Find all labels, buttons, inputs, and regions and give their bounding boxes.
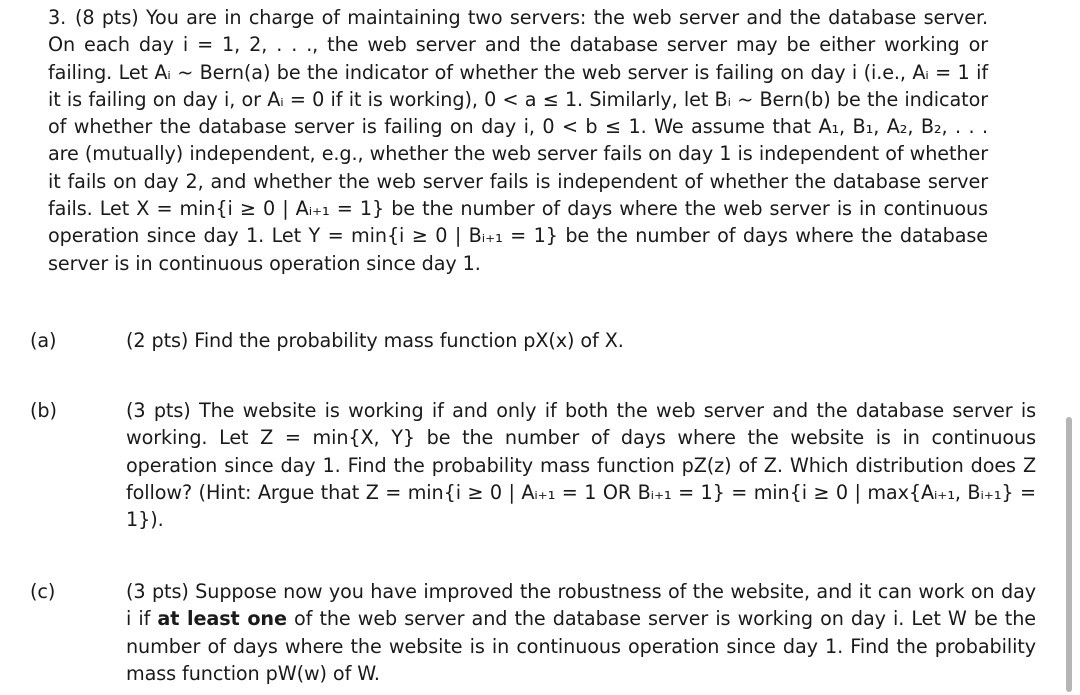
- part-b-label: (b): [30, 399, 57, 422]
- part-a-label: (a): [30, 329, 57, 352]
- part-c-bold-phrase: at least one: [157, 607, 287, 631]
- question-intro-text: (8 pts) You are in charge of maintaining two servers: the web server and the database server. On each day i = 1, 2, . . ., the web server and the database server may be either working or failing. Let Aᵢ ~ Bern(a) be the indicator of whether the web server is failing on day i (i.e., Aᵢ = 1 if it is failing on day i, or Aᵢ = 0 if it is working), 0 < a ≤ 1. Similarly, let Bᵢ ~ Bern(b) be the indicator of whether the database server is failing on day i, 0 < b ≤ 1. We assume that A₁, B₁, A₂, B₂, . . . are (mutually) independent, e.g., whether the web server fails on day 1 is independent of whether it fails on day 2, and whether the web server fails is independent of whether the database server fails. Let X = min{i ≥ 0 | Aᵢ₊₁ = 1} be the number of days where the web server is in continuous operation since day 1. Let Y = min{i ≥ 0 | Bᵢ₊₁ = 1} be the number of days where the database server is in continuous operation since day 1.: [48, 6, 988, 275]
- part-b-text: (3 pts) The website is working if and only if both the web server and the database server is working. Let Z = min{X, Y} be the number of days where the website is in continuous operation since day 1. Find the probability mass function pZ(z) of Z. Which distribution does Z follow? (Hint: Argue that Z = min{i ≥ 0 | Aᵢ₊₁ = 1 OR Bᵢ₊₁ = 1} = min{i ≥ 0 | max{Aᵢ₊₁, Bᵢ₊₁} = 1}).: [126, 399, 1036, 532]
- question-number: 3.: [48, 6, 67, 29]
- vertical-scrollbar[interactable]: [1066, 417, 1072, 692]
- part-c-text-before: (3 pts) Suppose now you have improved the robustness of the website, and it can work on day i if: [126, 580, 1036, 631]
- part-a: [30, 327, 1036, 354]
- part-a-text: (2 pts) Find the probability mass function pX(x) of X.: [126, 329, 624, 352]
- part-b: [30, 397, 1036, 533]
- part-c-text-after: of the web server and the database server is working on day i. Let W be the number of days where the website is in continuous operation since day 1. Find the probability mass function pW(w) of W.: [126, 607, 1036, 685]
- part-c-label: (c): [30, 580, 56, 603]
- part-c: [30, 578, 1036, 687]
- question-3-intro: [48, 4, 988, 277]
